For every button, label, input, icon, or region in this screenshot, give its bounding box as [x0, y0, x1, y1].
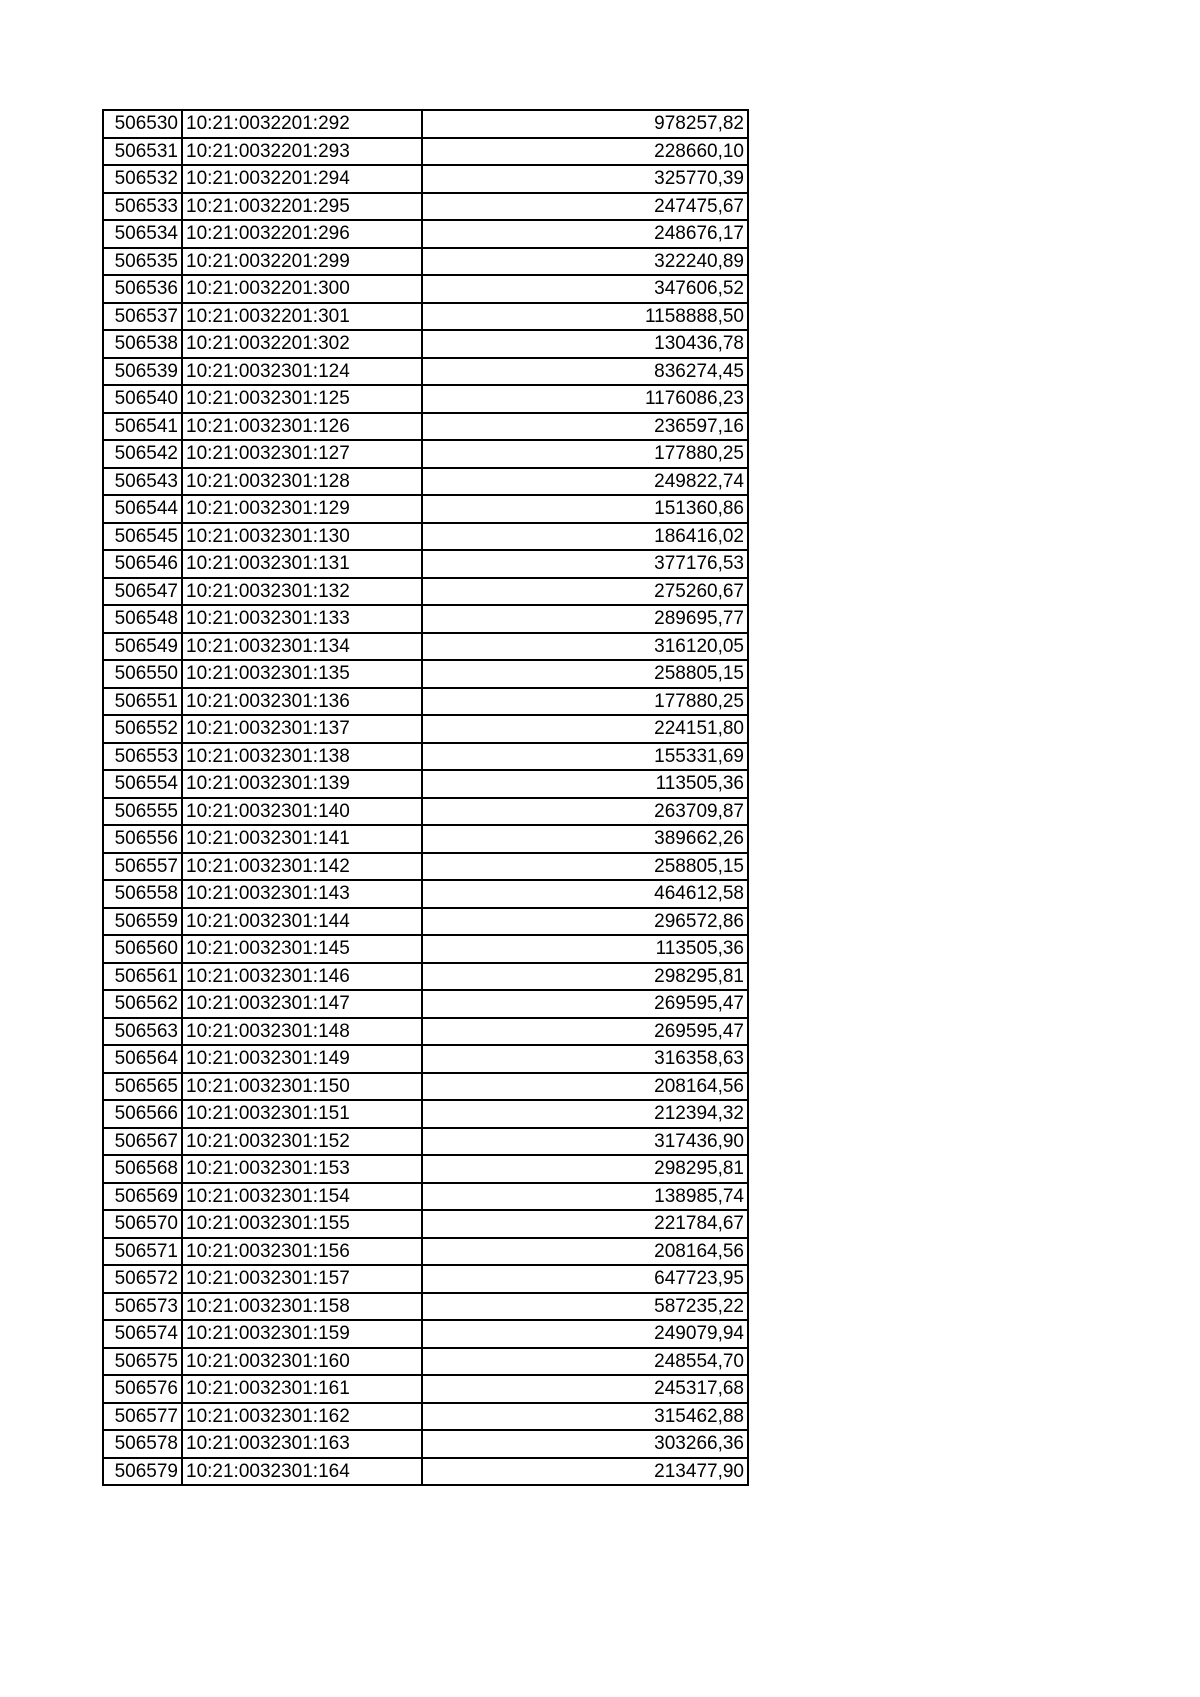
row-number-cell: 506544 [103, 495, 182, 523]
cadastral-value-cell: 155331,69 [422, 743, 748, 771]
cadastral-number-cell: 10:21:0032301:124 [182, 358, 422, 386]
cadastral-value-cell: 836274,45 [422, 358, 748, 386]
table-row [103, 1073, 748, 1101]
row-number-cell: 506532 [103, 165, 182, 193]
row-number-cell: 506562 [103, 990, 182, 1018]
cadastral-value-cell: 213477,90 [422, 1458, 748, 1486]
table-row [103, 1045, 748, 1073]
table-body [103, 110, 748, 1485]
cadastral-number-cell: 10:21:0032301:150 [182, 1073, 422, 1101]
row-number-cell: 506561 [103, 963, 182, 991]
cadastral-value-cell: 224151,80 [422, 715, 748, 743]
table-row [103, 880, 748, 908]
cadastral-value-cell: 269595,47 [422, 990, 748, 1018]
table-row [103, 633, 748, 661]
table-row [103, 1458, 748, 1486]
cadastral-number-cell: 10:21:0032301:127 [182, 440, 422, 468]
row-number-cell: 506577 [103, 1403, 182, 1431]
cadastral-number-cell: 10:21:0032301:158 [182, 1293, 422, 1321]
cadastral-value-cell: 186416,02 [422, 523, 748, 551]
row-number-cell: 506536 [103, 275, 182, 303]
cadastral-value-cell: 212394,32 [422, 1100, 748, 1128]
cadastral-value-cell: 275260,67 [422, 578, 748, 606]
row-number-cell: 506558 [103, 880, 182, 908]
row-number-cell: 506569 [103, 1183, 182, 1211]
cadastral-number-cell: 10:21:0032301:146 [182, 963, 422, 991]
row-number-cell: 506550 [103, 660, 182, 688]
cadastral-number-cell: 10:21:0032201:299 [182, 248, 422, 276]
cadastral-value-cell: 978257,82 [422, 110, 748, 138]
table-row [103, 220, 748, 248]
table-row [103, 578, 748, 606]
cadastral-value-cell: 464612,58 [422, 880, 748, 908]
cadastral-number-cell: 10:21:0032301:154 [182, 1183, 422, 1211]
cadastral-number-cell: 10:21:0032201:301 [182, 303, 422, 331]
table-row [103, 1375, 748, 1403]
table-row [103, 110, 748, 138]
row-number-cell: 506535 [103, 248, 182, 276]
row-number-cell: 506546 [103, 550, 182, 578]
table-row [103, 138, 748, 166]
table-row [103, 798, 748, 826]
table-row [103, 385, 748, 413]
row-number-cell: 506542 [103, 440, 182, 468]
row-number-cell: 506552 [103, 715, 182, 743]
cadastral-number-cell: 10:21:0032301:133 [182, 605, 422, 633]
cadastral-value-cell: 298295,81 [422, 963, 748, 991]
cadastral-value-cell: 316120,05 [422, 633, 748, 661]
cadastral-number-cell: 10:21:0032201:293 [182, 138, 422, 166]
table-row [103, 275, 748, 303]
row-number-cell: 506545 [103, 523, 182, 551]
cadastral-value-cell: 325770,39 [422, 165, 748, 193]
cadastral-number-cell: 10:21:0032301:125 [182, 385, 422, 413]
cadastral-number-cell: 10:21:0032301:151 [182, 1100, 422, 1128]
row-number-cell: 506549 [103, 633, 182, 661]
cadastral-value-cell: 208164,56 [422, 1073, 748, 1101]
cadastral-value-cell: 316358,63 [422, 1045, 748, 1073]
cadastral-value-cell: 1158888,50 [422, 303, 748, 331]
row-number-cell: 506555 [103, 798, 182, 826]
cadastral-value-cell: 236597,16 [422, 413, 748, 441]
cadastral-number-cell: 10:21:0032301:147 [182, 990, 422, 1018]
cadastral-value-cell: 177880,25 [422, 440, 748, 468]
cadastral-number-cell: 10:21:0032301:148 [182, 1018, 422, 1046]
table-row [103, 1018, 748, 1046]
cadastral-number-cell: 10:21:0032301:153 [182, 1155, 422, 1183]
cadastral-value-cell: 298295,81 [422, 1155, 748, 1183]
cadastral-number-cell: 10:21:0032301:135 [182, 660, 422, 688]
cadastral-number-cell: 10:21:0032301:128 [182, 468, 422, 496]
row-number-cell: 506563 [103, 1018, 182, 1046]
table-row [103, 1320, 748, 1348]
cadastral-value-cell: 208164,56 [422, 1238, 748, 1266]
row-number-cell: 506572 [103, 1265, 182, 1293]
row-number-cell: 506543 [103, 468, 182, 496]
cadastral-value-cell: 303266,36 [422, 1430, 748, 1458]
table-row [103, 990, 748, 1018]
table-row [103, 193, 748, 221]
cadastral-number-cell: 10:21:0032301:136 [182, 688, 422, 716]
cadastral-number-cell: 10:21:0032301:139 [182, 770, 422, 798]
table-row [103, 660, 748, 688]
row-number-cell: 506530 [103, 110, 182, 138]
cadastral-number-cell: 10:21:0032301:164 [182, 1458, 422, 1486]
row-number-cell: 506567 [103, 1128, 182, 1156]
row-number-cell: 506565 [103, 1073, 182, 1101]
cadastral-value-cell: 322240,89 [422, 248, 748, 276]
cadastral-value-cell: 130436,78 [422, 330, 748, 358]
cadastral-value-cell: 289695,77 [422, 605, 748, 633]
cadastral-number-cell: 10:21:0032301:149 [182, 1045, 422, 1073]
row-number-cell: 506579 [103, 1458, 182, 1486]
row-number-cell: 506568 [103, 1155, 182, 1183]
cadastral-number-cell: 10:21:0032201:295 [182, 193, 422, 221]
cadastral-value-cell: 258805,15 [422, 853, 748, 881]
cadastral-number-cell: 10:21:0032301:160 [182, 1348, 422, 1376]
cadastral-value-cell: 647723,95 [422, 1265, 748, 1293]
row-number-cell: 506559 [103, 908, 182, 936]
cadastral-number-cell: 10:21:0032301:134 [182, 633, 422, 661]
cadastral-number-cell: 10:21:0032201:302 [182, 330, 422, 358]
cadastral-number-cell: 10:21:0032301:130 [182, 523, 422, 551]
cadastral-number-cell: 10:21:0032301:141 [182, 825, 422, 853]
row-number-cell: 506547 [103, 578, 182, 606]
cadastral-number-cell: 10:21:0032301:162 [182, 1403, 422, 1431]
table-row [103, 935, 748, 963]
cadastral-number-cell: 10:21:0032301:129 [182, 495, 422, 523]
row-number-cell: 506553 [103, 743, 182, 771]
table-row [103, 468, 748, 496]
cadastral-value-cell: 249822,74 [422, 468, 748, 496]
cadastral-number-cell: 10:21:0032301:142 [182, 853, 422, 881]
row-number-cell: 506564 [103, 1045, 182, 1073]
table-row [103, 1155, 748, 1183]
table-row [103, 715, 748, 743]
table-row [103, 1403, 748, 1431]
cadastral-value-cell: 269595,47 [422, 1018, 748, 1046]
table-row [103, 1430, 748, 1458]
row-number-cell: 506540 [103, 385, 182, 413]
table-row [103, 688, 748, 716]
cadastral-value-cell: 248676,17 [422, 220, 748, 248]
row-number-cell: 506566 [103, 1100, 182, 1128]
cadastral-value-cell: 138985,74 [422, 1183, 748, 1211]
row-number-cell: 506573 [103, 1293, 182, 1321]
row-number-cell: 506578 [103, 1430, 182, 1458]
cadastral-number-cell: 10:21:0032301:152 [182, 1128, 422, 1156]
table-row [103, 523, 748, 551]
cadastral-value-table [102, 109, 749, 1486]
cadastral-value-cell: 377176,53 [422, 550, 748, 578]
table-row [103, 1293, 748, 1321]
row-number-cell: 506548 [103, 605, 182, 633]
cadastral-number-cell: 10:21:0032301:140 [182, 798, 422, 826]
cadastral-value-cell: 296572,86 [422, 908, 748, 936]
row-number-cell: 506554 [103, 770, 182, 798]
cadastral-value-cell: 113505,36 [422, 935, 748, 963]
table-row [103, 963, 748, 991]
cadastral-value-cell: 258805,15 [422, 660, 748, 688]
cadastral-value-cell: 245317,68 [422, 1375, 748, 1403]
cadastral-value-cell: 228660,10 [422, 138, 748, 166]
cadastral-value-cell: 347606,52 [422, 275, 748, 303]
table-row [103, 853, 748, 881]
cadastral-value-cell: 317436,90 [422, 1128, 748, 1156]
table-row [103, 1210, 748, 1238]
table-row [103, 770, 748, 798]
row-number-cell: 506537 [103, 303, 182, 331]
cadastral-value-cell: 151360,86 [422, 495, 748, 523]
cadastral-number-cell: 10:21:0032301:145 [182, 935, 422, 963]
cadastral-number-cell: 10:21:0032201:296 [182, 220, 422, 248]
cadastral-value-cell: 177880,25 [422, 688, 748, 716]
cadastral-number-cell: 10:21:0032201:292 [182, 110, 422, 138]
table-row [103, 908, 748, 936]
row-number-cell: 506541 [103, 413, 182, 441]
cadastral-number-cell: 10:21:0032301:144 [182, 908, 422, 936]
table-row [103, 1265, 748, 1293]
table-row [103, 358, 748, 386]
cadastral-number-cell: 10:21:0032301:163 [182, 1430, 422, 1458]
cadastral-number-cell: 10:21:0032301:155 [182, 1210, 422, 1238]
table-row [103, 413, 748, 441]
cadastral-number-cell: 10:21:0032301:161 [182, 1375, 422, 1403]
table-row [103, 1100, 748, 1128]
table-row [103, 495, 748, 523]
table-row [103, 248, 748, 276]
row-number-cell: 506571 [103, 1238, 182, 1266]
cadastral-value-cell: 1176086,23 [422, 385, 748, 413]
cadastral-number-cell: 10:21:0032301:137 [182, 715, 422, 743]
cadastral-value-cell: 248554,70 [422, 1348, 748, 1376]
table-row [103, 303, 748, 331]
table-row [103, 1348, 748, 1376]
cadastral-number-cell: 10:21:0032301:131 [182, 550, 422, 578]
row-number-cell: 506560 [103, 935, 182, 963]
cadastral-number-cell: 10:21:0032301:126 [182, 413, 422, 441]
row-number-cell: 506538 [103, 330, 182, 358]
table-row [103, 605, 748, 633]
cadastral-number-cell: 10:21:0032301:157 [182, 1265, 422, 1293]
row-number-cell: 506575 [103, 1348, 182, 1376]
table-row [103, 825, 748, 853]
row-number-cell: 506576 [103, 1375, 182, 1403]
table-row [103, 165, 748, 193]
row-number-cell: 506551 [103, 688, 182, 716]
row-number-cell: 506533 [103, 193, 182, 221]
row-number-cell: 506534 [103, 220, 182, 248]
row-number-cell: 506531 [103, 138, 182, 166]
cadastral-number-cell: 10:21:0032201:300 [182, 275, 422, 303]
cadastral-number-cell: 10:21:0032301:143 [182, 880, 422, 908]
table-row [103, 743, 748, 771]
table-row [103, 330, 748, 358]
table-row [103, 550, 748, 578]
table-row [103, 1128, 748, 1156]
row-number-cell: 506557 [103, 853, 182, 881]
cadastral-value-cell: 247475,67 [422, 193, 748, 221]
cadastral-number-cell: 10:21:0032301:138 [182, 743, 422, 771]
cadastral-value-cell: 315462,88 [422, 1403, 748, 1431]
cadastral-value-cell: 587235,22 [422, 1293, 748, 1321]
row-number-cell: 506570 [103, 1210, 182, 1238]
table-row [103, 1183, 748, 1211]
cadastral-number-cell: 10:21:0032301:132 [182, 578, 422, 606]
cadastral-value-cell: 221784,67 [422, 1210, 748, 1238]
cadastral-number-cell: 10:21:0032301:156 [182, 1238, 422, 1266]
cadastral-value-cell: 249079,94 [422, 1320, 748, 1348]
cadastral-value-cell: 113505,36 [422, 770, 748, 798]
row-number-cell: 506556 [103, 825, 182, 853]
table-row [103, 1238, 748, 1266]
cadastral-number-cell: 10:21:0032301:159 [182, 1320, 422, 1348]
cadastral-number-cell: 10:21:0032201:294 [182, 165, 422, 193]
cadastral-value-cell: 389662,26 [422, 825, 748, 853]
row-number-cell: 506539 [103, 358, 182, 386]
row-number-cell: 506574 [103, 1320, 182, 1348]
cadastral-value-cell: 263709,87 [422, 798, 748, 826]
table-row [103, 440, 748, 468]
